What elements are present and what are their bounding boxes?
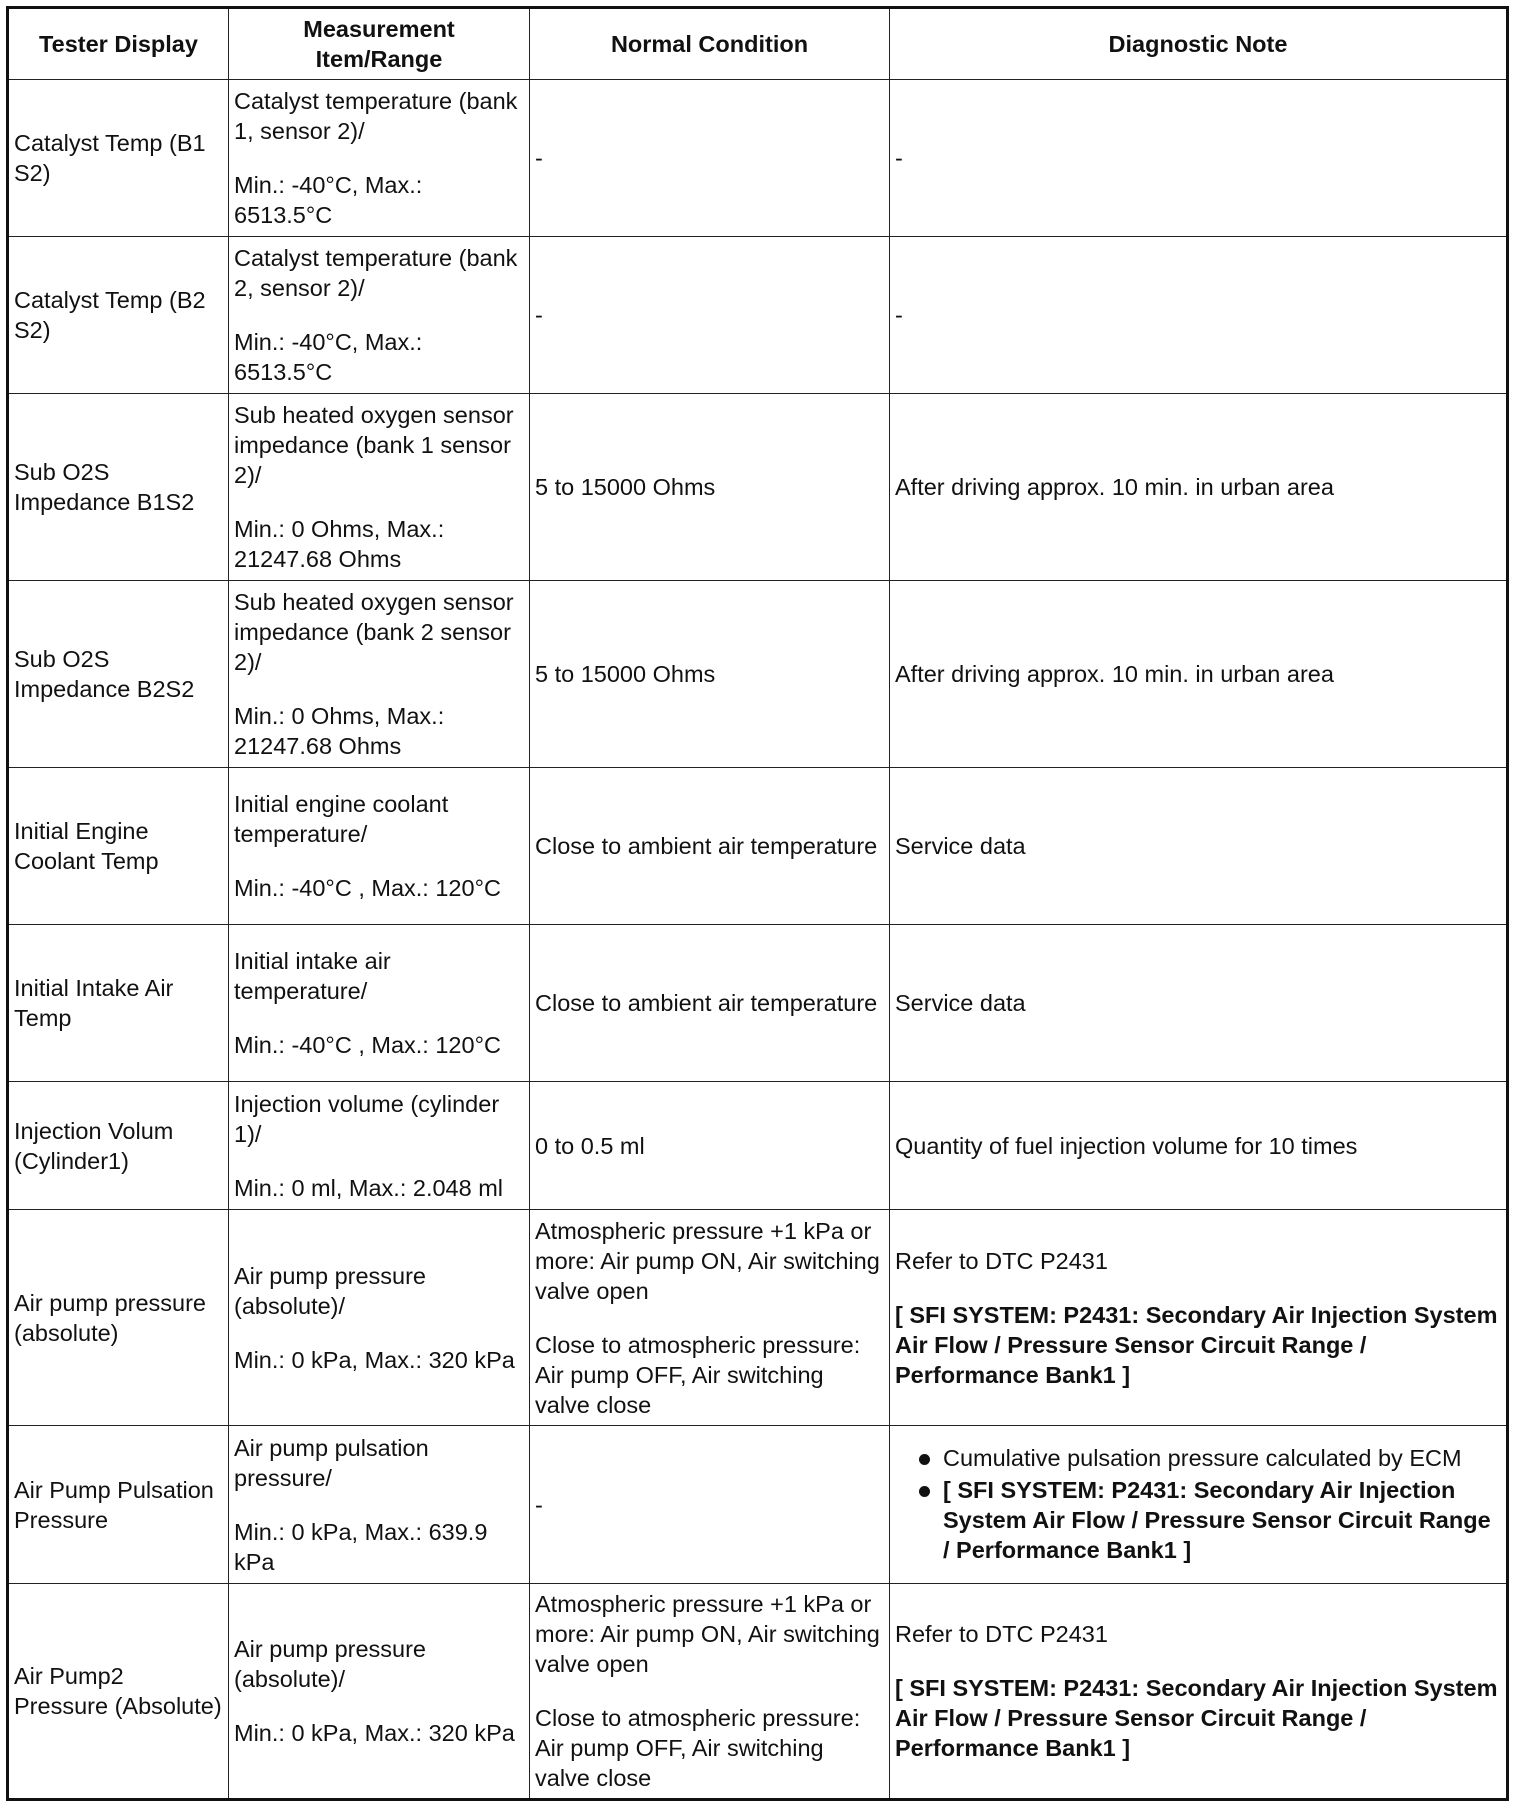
bullet-icon — [919, 1486, 930, 1497]
list-item — [895, 1443, 1500, 1473]
dtc-link[interactable]: [ SFI SYSTEM: P2431: Secondary Air Injection System Air Flow / Pressure Sensor Circuit Range / Performance Bank1 ] — [895, 1301, 1498, 1388]
item-description: Catalyst temperature (bank 2, sensor 2)/ — [234, 245, 518, 301]
item-range: Min.: 0 ml, Max.: 2.048 ml — [234, 1174, 504, 1201]
item-description: Injection volume (cylinder 1)/ — [234, 1090, 500, 1147]
table-row — [8, 925, 1508, 1082]
bullet-icon — [919, 1454, 930, 1465]
diagnostic-note-cell: Service data — [890, 768, 1508, 925]
table-row — [8, 80, 1508, 237]
item-description: Initial engine coolant temperature/ — [234, 791, 449, 847]
measurement-item-cell — [229, 394, 530, 581]
measurement-item-cell — [229, 1426, 530, 1584]
list-item — [895, 1475, 1500, 1565]
measurement-item-cell — [229, 581, 530, 768]
normal-condition-cell: Close to ambient air temperature — [530, 768, 890, 925]
item-range: Min.: 0 kPa, Max.: 320 kPa — [234, 1720, 515, 1746]
item-description: Initial intake air temperature/ — [234, 948, 391, 1004]
item-range: Min.: -40°C, Max.: 6513.5°C — [234, 329, 423, 385]
dtc-reference: Refer to DTC P2431 — [895, 1247, 1108, 1274]
normal-condition-cell: 5 to 15000 Ohms — [530, 394, 890, 581]
item-range: Min.: 0 Ohms, Max.: 21247.68 Ohms — [234, 516, 445, 572]
normal-condition-cell: Close to ambient air temperature — [530, 925, 890, 1082]
tester-display-cell: Air Pump Pulsation Pressure — [8, 1426, 229, 1584]
condition-on: Atmospheric pressure +1 kPa or more: Air pump ON, Air switching valve open — [535, 1217, 880, 1304]
item-description: Sub heated oxygen sensor impedance (bank 2 sensor 2)/ — [234, 589, 514, 675]
diagnostic-note-cell: - — [890, 80, 1508, 237]
normal-condition-cell — [530, 1584, 890, 1800]
table-header-row — [8, 8, 1508, 80]
diagnostic-note-cell: After driving approx. 10 min. in urban area — [890, 581, 1508, 768]
tester-display-cell: Catalyst Temp (B2 S2) — [8, 237, 229, 394]
table-row — [8, 768, 1508, 925]
dtc-link[interactable]: [ SFI SYSTEM: P2431: Secondary Air Injection System Air Flow / Pressure Sensor Circuit Range / Performance Bank1 ] — [895, 1675, 1498, 1761]
header-diagnostic-note: Diagnostic Note — [890, 8, 1508, 80]
normal-condition-cell: 0 to 0.5 ml — [530, 1082, 890, 1210]
normal-condition-cell: - — [530, 237, 890, 394]
normal-condition-cell — [530, 1210, 890, 1426]
dtc-reference: Refer to DTC P2431 — [895, 1621, 1108, 1647]
diagnostic-note-cell: Service data — [890, 925, 1508, 1082]
measurement-item-cell — [229, 1584, 530, 1800]
measurement-item-cell — [229, 80, 530, 237]
item-description: Catalyst temperature (bank 1, sensor 2)/ — [234, 88, 518, 144]
condition-off: Close to atmospheric pressure: Air pump OFF, Air switching valve close — [535, 1331, 861, 1418]
note-text: Cumulative pulsation pressure calculated by ECM — [943, 1444, 1462, 1471]
header-measurement-item: Measurement Item/Range — [229, 8, 530, 80]
measurement-item-cell — [229, 925, 530, 1082]
tester-display-cell: Sub O2S Impedance B1S2 — [8, 394, 229, 581]
tester-display-cell: Injection Volum (Cylinder1) — [8, 1082, 229, 1210]
item-range: Min.: -40°C, Max.: 6513.5°C — [234, 172, 423, 228]
measurement-item-cell — [229, 1082, 530, 1210]
table-row — [8, 1082, 1508, 1210]
item-range: Min.: 0 Ohms, Max.: 21247.68 Ohms — [234, 703, 445, 759]
header-normal-condition: Normal Condition — [530, 8, 890, 80]
table-row — [8, 1426, 1508, 1584]
condition-off: Close to atmospheric pressure: Air pump OFF, Air switching valve close — [535, 1705, 861, 1791]
tester-display-cell: Sub O2S Impedance B2S2 — [8, 581, 229, 768]
diagnostic-note-cell: Quantity of fuel injection volume for 10 times — [890, 1082, 1508, 1210]
tester-display-cell: Air Pump2 Pressure (Absolute) — [8, 1584, 229, 1800]
table-row — [8, 237, 1508, 394]
diagnostic-note-cell — [890, 1584, 1508, 1800]
tester-display-cell: Air pump pressure (absolute) — [8, 1210, 229, 1426]
normal-condition-cell: - — [530, 1426, 890, 1584]
table-row — [8, 394, 1508, 581]
measurement-item-cell — [229, 1210, 530, 1426]
item-description: Air pump pressure (absolute)/ — [234, 1262, 426, 1319]
table-row — [8, 581, 1508, 768]
table-row — [8, 1210, 1508, 1426]
diagnostic-note-cell: After driving approx. 10 min. in urban area — [890, 394, 1508, 581]
diagnostic-note-cell — [890, 1210, 1508, 1426]
condition-on: Atmospheric pressure +1 kPa or more: Air pump ON, Air switching valve open — [535, 1591, 880, 1677]
tester-display-cell: Initial Engine Coolant Temp — [8, 768, 229, 925]
header-tester-display: Tester Display — [8, 8, 229, 80]
item-description: Sub heated oxygen sensor impedance (bank 1 sensor 2)/ — [234, 402, 514, 488]
item-range: Min.: 0 kPa, Max.: 320 kPa — [234, 1346, 515, 1373]
item-range: Min.: -40°C , Max.: 120°C — [234, 1032, 501, 1058]
diagnostic-note-cell — [890, 1426, 1508, 1584]
item-description: Air pump pressure (absolute)/ — [234, 1636, 426, 1692]
data-list-table — [6, 6, 1509, 1801]
item-description: Air pump pulsation pressure/ — [234, 1434, 429, 1491]
tester-display-cell: Initial Intake Air Temp — [8, 925, 229, 1082]
item-range: Min.: 0 kPa, Max.: 639.9 kPa — [234, 1518, 488, 1575]
measurement-item-cell — [229, 237, 530, 394]
note-bullet-list — [895, 1443, 1500, 1565]
table-row — [8, 1584, 1508, 1800]
diagnostic-note-cell: - — [890, 237, 1508, 394]
measurement-item-cell — [229, 768, 530, 925]
tester-display-cell: Catalyst Temp (B1 S2) — [8, 80, 229, 237]
dtc-link[interactable]: [ SFI SYSTEM: P2431: Secondary Air Injection System Air Flow / Pressure Sensor Circuit Range / Performance Bank1 ] — [943, 1476, 1491, 1563]
normal-condition-cell: 5 to 15000 Ohms — [530, 581, 890, 768]
normal-condition-cell: - — [530, 80, 890, 237]
item-range: Min.: -40°C , Max.: 120°C — [234, 875, 501, 901]
